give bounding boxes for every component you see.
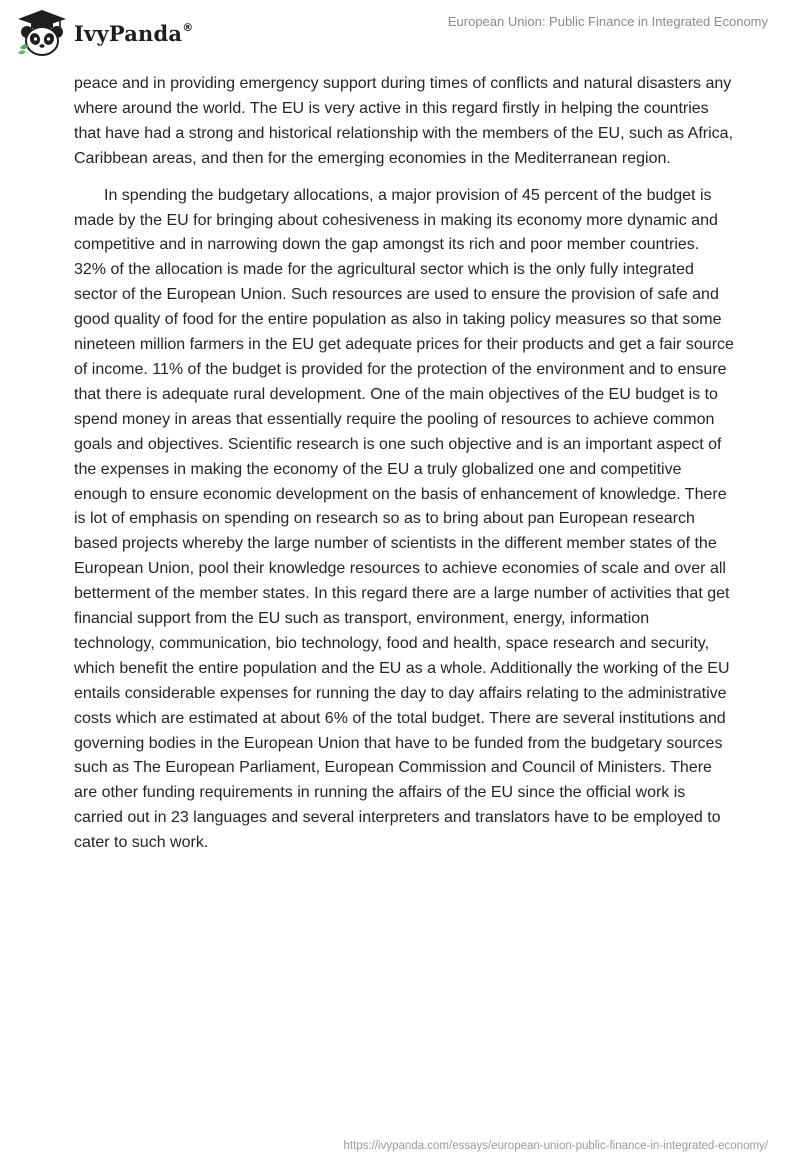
essay-body: [74, 72, 734, 856]
panda-graduate-icon: [14, 8, 70, 58]
source-url-link[interactable]: https://ivypanda.com/essays/european-union-public-finance-in-integrated-economy/: [343, 1140, 768, 1152]
document-title: European Union: Public Finance in Integrated Economy: [447, 14, 768, 29]
ivypanda-logo[interactable]: [14, 8, 193, 58]
paragraph: peace and in providing emergency support during times of conflicts and natural disasters any where around the world. The EU is very active in this regard firstly in helping the countries that have had a strong and historical relationship with the members of the EU, such as Africa, Caribbean areas, and then for the emerging economies in the Mediterranean region.: [74, 75, 734, 167]
paragraph: In spending the budgetary allocations, a major provision of 45 percent of the budget is made by the EU for bringing about cohesiveness in making its economy more dynamic and competitive and in narrowing down the gap amongst its rich and poor member countries. 32% of the allocation is made for the agricultural sector which is the only fully integrated sector of the European Union. Such resources are used to ensure the provision of safe and good quality of food for the entire population as also in taking policy measures so that some nineteen million farmers in the EU get adequate prices for their products and get a fair source of income. 11% of the budget is provided for the protection of the environment and to ensure that there is adequate rural development. One of the main objectives of the EU budget is to spend money in areas that essentially require the pooling of resources to achieve common goals and objectives. Scientific research is one such objective and is an important aspect of the expenses in making the economy of the EU a truly globalized one and competitive enough to ensure economic development on the basis of enhancement of knowledge. There is lot of emphasis on spending on research so as to bring about pan European research based projects whereby the large number of scientists in the different member states of the European Union, pool their knowledge resources to achieve economies of scale and over all betterment of the member states. In this regard there are a large number of activities that get financial support from the EU such as transport, environment, energy, information technology, communication, bio technology, food and health, space research and security, which benefit the entire population and the EU as a whole. Additionally the working of the EU entails considerable expenses for running the day to day affairs relating to the administrative costs which are estimated at about 6% of the total budget. There are several institutions and governing bodies in the European Union that have to be funded from the budgetary sources such as The European Parliament, European Commission and Council of Ministers. There are other funding requirements in running the affairs of the EU since the official work is carried out in 23 languages and several interpreters and translators have to be employed to cater to such work.: [74, 186, 734, 852]
page-header: [0, 0, 800, 62]
brand-name: IvyPanda®: [74, 20, 194, 46]
registered-mark: ®: [182, 20, 194, 34]
